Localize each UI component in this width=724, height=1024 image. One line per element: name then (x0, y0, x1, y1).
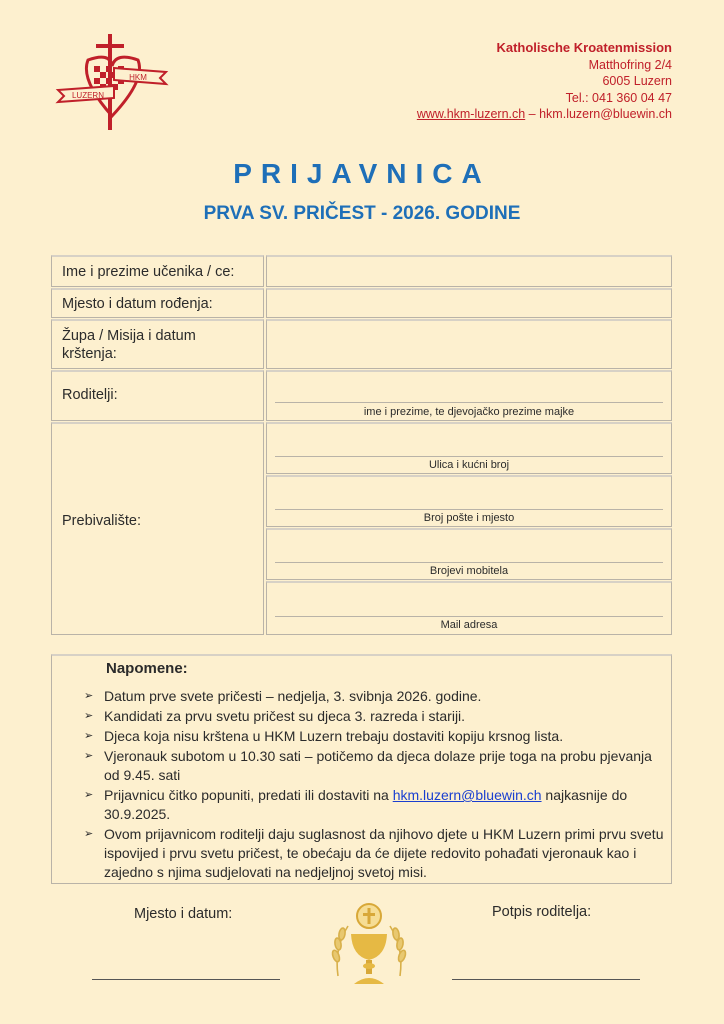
email-link[interactable]: hkm.luzern@bluewin.ch (539, 107, 672, 121)
arrow-bullet-icon: ➢ (84, 750, 94, 762)
mail-field[interactable] (266, 581, 672, 635)
residence-label-cell (51, 422, 264, 635)
list-item: ➢ Datum prve svete pričesti – nedjelja, 3. svibnja 2026. godine. (84, 688, 482, 704)
mobile-field[interactable] (266, 528, 672, 580)
street-address: Matthofring 2/4 (588, 57, 672, 72)
birth-label-cell (51, 288, 264, 318)
mail-hint: Mail adresa (440, 619, 498, 631)
postal-line (275, 509, 663, 510)
city: 6005 Luzern (602, 74, 672, 88)
hkm-logo (54, 32, 170, 134)
place-date-line[interactable] (92, 979, 280, 980)
list-item: ➢ Djeca koja nisu krštena u HKM Luzern trebaju dostaviti kopiju krsnog lista. (84, 728, 564, 744)
page-title: PRIJAVNICA (233, 158, 491, 189)
arrow-bullet-icon: ➢ (84, 690, 94, 702)
svg-text:LUZERN: LUZERN (71, 91, 105, 100)
org-name: Katholische Kroatenmission (496, 40, 672, 55)
list-item: ➢ Prijavnicu čitko popuniti, predati ili dostaviti na hkm.luzern@bluewin.ch najkasnije do 30.9.2025. (84, 787, 628, 822)
signature-line[interactable] (452, 979, 640, 980)
mobile-hint: Brojevi mobitela (429, 565, 509, 577)
contact-block (417, 40, 672, 123)
website-link[interactable]: www.hkm-luzern.ch (416, 107, 526, 121)
signature-label: Potpis roditelja: (492, 904, 592, 920)
parents-label-cell (51, 370, 264, 421)
residence-label: Prebivalište: (62, 513, 141, 529)
name-label: Ime i prezime učenika / ce: (62, 264, 235, 280)
postal-field[interactable] (266, 475, 672, 527)
parents-label: Roditelji: (62, 387, 118, 403)
chalice-icon (324, 898, 414, 990)
svg-text:HKM: HKM (129, 73, 147, 82)
list-item: ➢ Kandidati za prvu svetu pričest su djeca 3. razreda i stariji. (84, 708, 466, 724)
page-subtitle: PRVA SV. PRIČEST - 2026. GODINE (203, 203, 521, 224)
mobile-line (275, 562, 663, 563)
arrow-bullet-icon: ➢ (84, 730, 94, 742)
parish-label: Župa / Misija i datum krštenja: (62, 328, 196, 362)
registration-form (51, 255, 672, 635)
street-line (275, 456, 663, 457)
postal-hint: Broj pošte i mjesto (423, 512, 515, 524)
notes-list (84, 687, 664, 883)
notes-title: Napomene: (106, 660, 188, 677)
parents-line (275, 402, 663, 403)
list-item: ➢ Vjeronauk subotom u 10.30 sati – potičemo da djeca dolaze prije toga na probu pjevanja od 9.45. sati (84, 748, 652, 783)
notes-box (51, 654, 672, 884)
arrow-bullet-icon: ➢ (84, 789, 94, 801)
contact-separator: – (525, 107, 540, 121)
name-label-cell (51, 255, 264, 287)
parish-field[interactable] (266, 319, 672, 369)
mail-line (275, 616, 663, 617)
arrow-bullet-icon: ➢ (84, 828, 94, 840)
parents-field[interactable] (266, 370, 672, 421)
birth-field[interactable] (266, 288, 672, 318)
notes-email-link[interactable]: hkm.luzern@bluewin.ch (392, 787, 542, 803)
parents-hint: ime i prezime, te djevojačko prezime majke (363, 406, 575, 418)
list-item: ➢ Ovom prijavnicom roditelji daju suglasnost da njihovo djete u HKM Luzern primi prvu svetu ispovijed i prvu svetu pričest, te obećaju da će dijete redovito pohađati vjeronauk kao i zajedno s njima sudjelovati na nedjeljnoj svetoj misi. (84, 826, 664, 880)
name-field[interactable] (266, 255, 672, 287)
arrow-bullet-icon: ➢ (84, 710, 94, 722)
place-date-label: Mjesto i datum: (134, 906, 233, 922)
phone: Tel.: 041 360 04 47 (565, 90, 672, 105)
parish-label-cell (51, 319, 264, 369)
birth-label: Mjesto i datum rođenja: (62, 296, 213, 312)
street-hint: Ulica i kućni broj (428, 459, 510, 471)
street-field[interactable] (266, 422, 672, 474)
